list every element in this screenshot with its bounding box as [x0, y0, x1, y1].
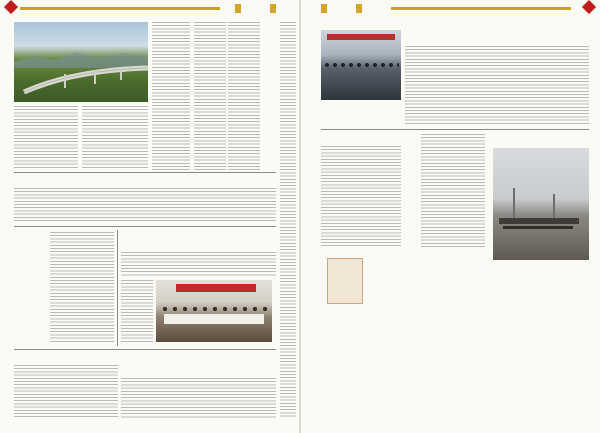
conference-photo — [321, 30, 401, 100]
article-text — [321, 146, 401, 246]
masthead-chip — [235, 4, 241, 13]
top-landscape-photo — [14, 22, 148, 102]
divider — [321, 129, 589, 130]
article-text — [121, 378, 276, 418]
masthead-right — [311, 4, 571, 13]
article-text — [121, 280, 153, 342]
article-text — [280, 22, 296, 418]
article-text — [194, 22, 226, 170]
article-text — [405, 46, 589, 126]
vertical-label — [401, 150, 415, 230]
corner-ornament-icon — [582, 0, 596, 14]
article-text — [50, 232, 114, 344]
article-text — [228, 22, 260, 170]
right-page — [301, 0, 600, 433]
divider — [117, 230, 118, 346]
masthead-chip — [321, 4, 327, 13]
meeting-photo — [156, 280, 272, 342]
divider — [14, 349, 276, 350]
vertical-headline — [262, 22, 276, 172]
corner-ornament-icon — [4, 0, 18, 14]
law-column-badge — [327, 258, 363, 304]
left-page — [0, 0, 299, 433]
article-text — [121, 252, 276, 276]
construction-photo — [493, 148, 589, 260]
article-text — [14, 365, 118, 417]
masthead-chip — [356, 4, 362, 13]
vertical-headline — [22, 232, 46, 344]
article-text — [14, 188, 276, 222]
masthead-chip — [270, 4, 276, 13]
divider — [14, 172, 276, 173]
masthead-left — [20, 4, 290, 13]
article-text — [14, 106, 78, 168]
article-text — [421, 134, 485, 248]
article-text — [152, 22, 190, 170]
article-text — [82, 106, 148, 168]
divider — [14, 226, 276, 227]
